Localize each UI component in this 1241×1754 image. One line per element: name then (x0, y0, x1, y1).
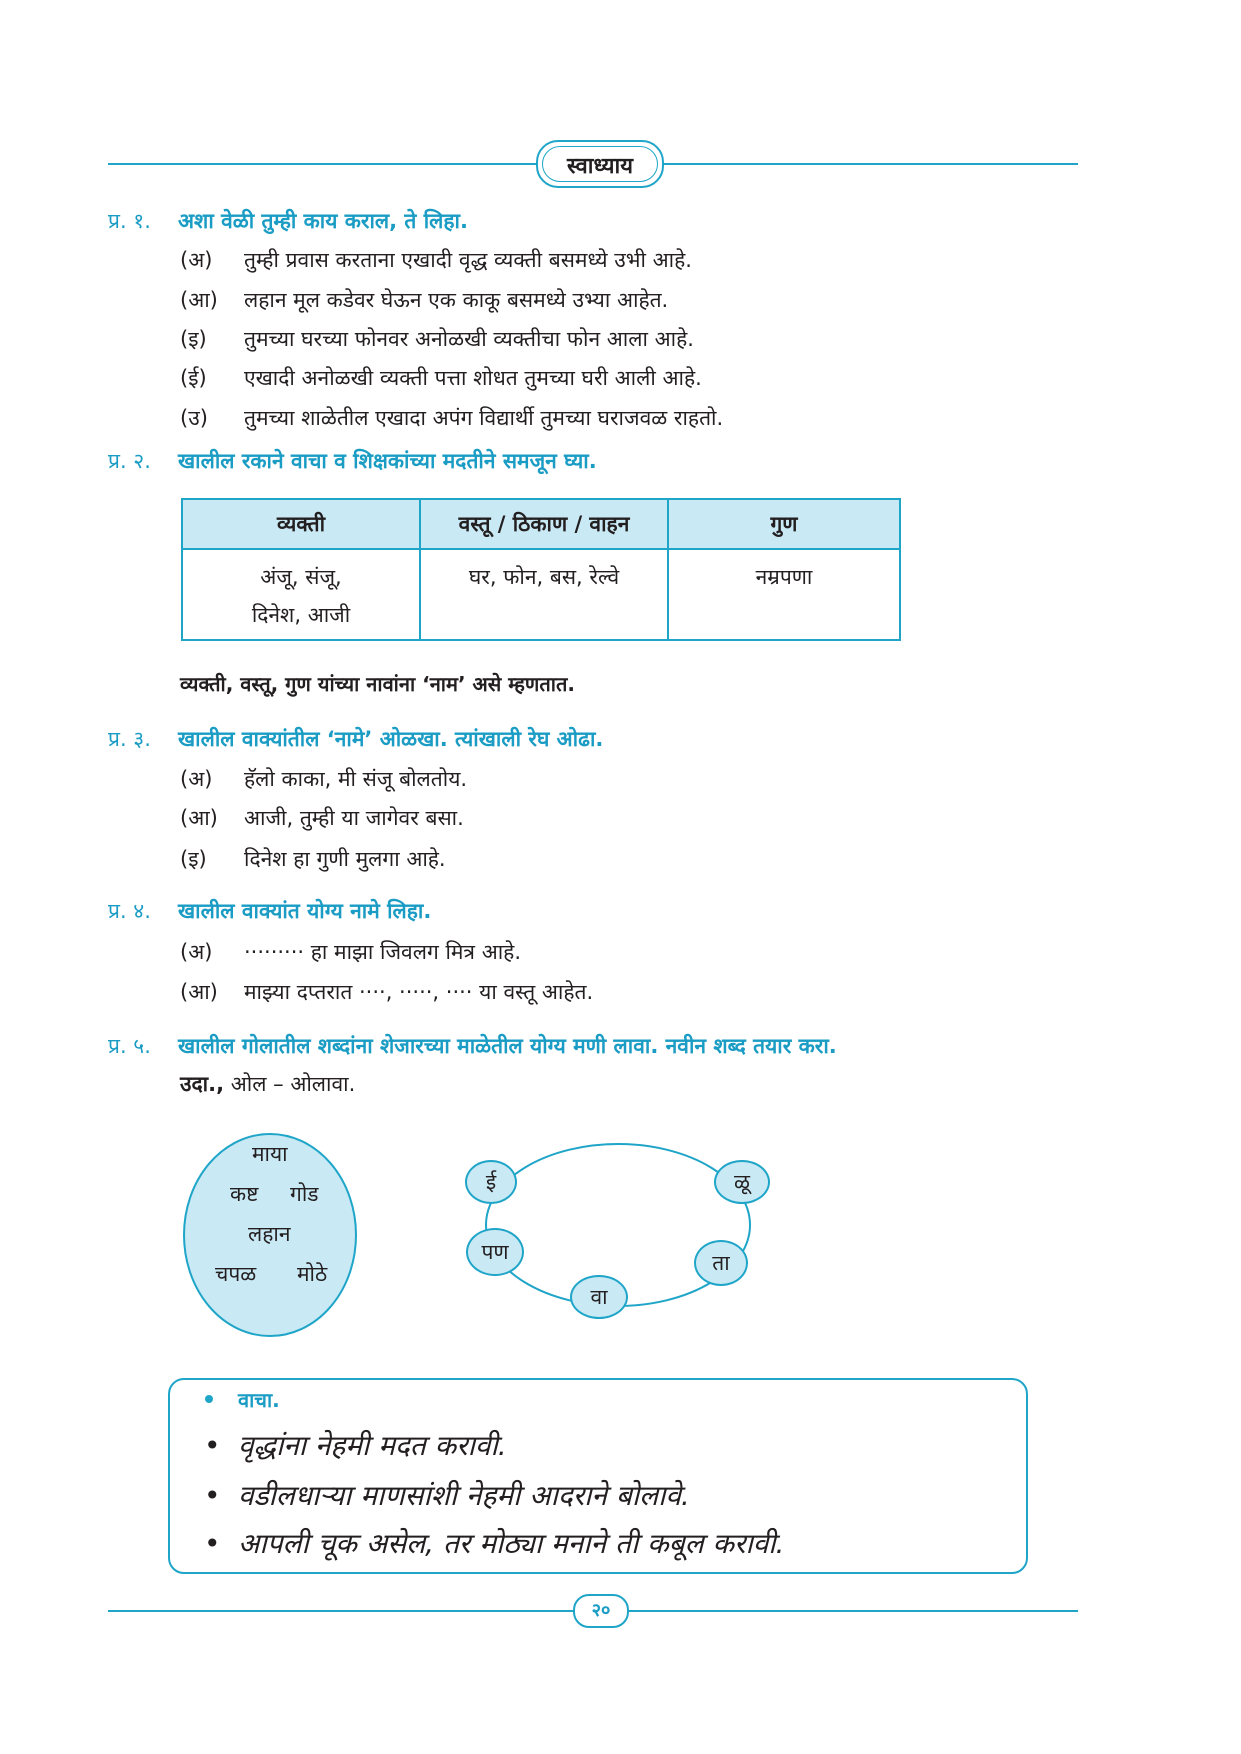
oval-word: माया (252, 1142, 288, 1166)
oval-word: मोठे (297, 1262, 328, 1286)
header-title-pill (536, 140, 664, 188)
q4-item: (आ) माझ्या दप्तरात ····, ·····, ···· या वस्तू आहेत. (180, 980, 594, 1004)
question-5-number: प्र. ५. (108, 1034, 151, 1058)
q4-item: (अ) ········· हा माझा जिवलग मित्र आहे. (180, 940, 521, 964)
bead: ता (694, 1240, 748, 1286)
question-5-text: खालील गोलातील शब्दांना शेजारच्या माळेतील योग्य मणी लावा. नवीन शब्द तयार करा. (178, 1034, 837, 1058)
q3-item: (अ) हॅलो काका, मी संजू बोलतोय. (180, 767, 468, 791)
q3-item: (आ) आजी, तुम्ही या जागेवर बसा. (180, 806, 464, 830)
bead: ई (465, 1160, 517, 1204)
q1-item: (ई) एखादी अनोळखी व्यक्ती पत्ता शोधत तुमच्या घरी आली आहे. (180, 366, 702, 390)
read-box-line: • वडीलधाऱ्या माणसांशी नेहमी आदराने बोलावे. (204, 1479, 690, 1512)
example-line (180, 1070, 355, 1098)
question-2 (108, 447, 597, 475)
oval-word: चपळ (215, 1262, 257, 1286)
example-text: ओल – ओलावा. (230, 1072, 356, 1096)
table-row (182, 549, 900, 640)
question-1-number: प्र. १. (108, 209, 151, 233)
table-header-cell: वस्तू / ठिकाण / वाहन (420, 499, 668, 549)
footer-rule-left (108, 1610, 574, 1612)
table-cell-quality: नम्रपणा (668, 549, 900, 640)
q1-item: (इ) तुमच्या घरच्या फोनवर अनोळखी व्यक्तीचा फोन आला आहे. (180, 327, 694, 351)
page-title: स्वाध्याय (567, 154, 633, 179)
noun-definition-note: व्यक्ती, वस्तू, गुण यांच्या नावांना ‘नाम’ असे म्हणतात. (180, 672, 575, 696)
question-4 (108, 897, 431, 925)
example-label: उदा., (180, 1072, 225, 1096)
q1-item: (उ) तुमच्या शाळेतील एखादा अपंग विद्यार्थी तुमच्या घराजवळ राहतो. (180, 406, 724, 430)
oval-word: लहान (248, 1222, 291, 1246)
read-box-bullet-icon (205, 1395, 213, 1403)
read-box-title: वाचा. (238, 1388, 280, 1412)
q1-item: (आ) लहान मूल कडेवर घेऊन एक काकू बसमध्ये उभ्या आहेत. (180, 288, 669, 312)
question-3-text: खालील वाक्यांतील ‘नामे’ ओळखा. त्यांखाली रेघ ओढा. (178, 727, 604, 751)
bead: वा (570, 1275, 628, 1319)
noun-table (181, 498, 901, 641)
table-cell-persons: अंजू, संजू, दिनेश, आजी (182, 549, 420, 640)
read-box-line: • वृद्धांना नेहमी मदत करावी. (204, 1429, 507, 1462)
question-3 (108, 725, 603, 753)
footer-rule-right (626, 1610, 1078, 1612)
table-header-cell: व्यक्ती (182, 499, 420, 549)
q1-item: (अ) तुम्ही प्रवास करताना एखादी वृद्ध व्यक्ती बसमध्ये उभी आहे. (180, 248, 692, 272)
bullet-icon: • (204, 1527, 221, 1560)
table-cell-things: घर, फोन, बस, रेल्वे (420, 549, 668, 640)
read-box-line: • आपली चूक असेल, तर मोठ्या मनाने ती कबूल करावी. (204, 1527, 785, 1560)
question-5 (108, 1032, 837, 1060)
table-header-cell: गुण (668, 499, 900, 549)
bullet-icon: • (204, 1479, 221, 1512)
question-1 (108, 207, 468, 235)
header-rule-left (108, 163, 538, 165)
question-2-number: प्र. २. (108, 449, 151, 473)
question-1-text: अशा वेळी तुम्ही काय कराल, ते लिहा. (178, 209, 468, 233)
q3-item: (इ) दिनेश हा गुणी मुलगा आहे. (180, 847, 446, 871)
oval-word: कष्ट (230, 1182, 259, 1206)
question-4-text: खालील वाक्यांत योग्य नामे लिहा. (178, 899, 432, 923)
bullet-icon: • (204, 1429, 221, 1462)
header-rule-right (660, 163, 1078, 165)
oval-word: गोड (290, 1182, 319, 1206)
question-2-text: खालील रकाने वाचा व शिक्षकांच्या मदतीने समजून घ्या. (178, 449, 597, 473)
bead: पण (466, 1228, 524, 1276)
question-4-number: प्र. ४. (108, 899, 151, 923)
question-3-number: प्र. ३. (108, 727, 151, 751)
table-header-row (182, 499, 900, 549)
page-number: २० (573, 1594, 629, 1628)
bead: ळू (714, 1160, 770, 1204)
